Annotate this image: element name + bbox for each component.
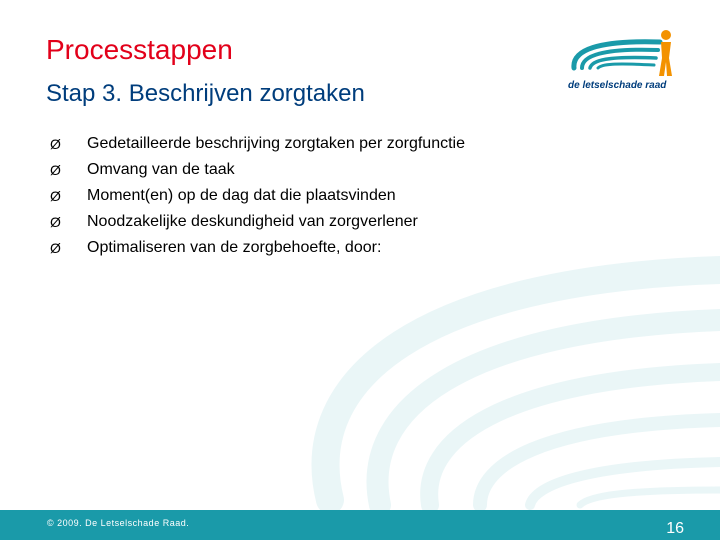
arrow-bullet-icon: Ø	[50, 188, 61, 204]
bullet-text: Noodzakelijke deskundigheid van zorgverlener	[87, 213, 418, 230]
bullet-text: Omvang van de taak	[87, 161, 235, 178]
footer-bar	[0, 510, 720, 540]
logo-text: de letselschade raad	[568, 80, 667, 91]
logo-swirl-icon	[568, 28, 680, 80]
bullet-text: Moment(en) op de dag dat die plaatsvinden	[87, 187, 396, 204]
bullet-text: Gedetailleerde beschrijving zorgtaken per zorgfunctie	[87, 135, 465, 152]
bullet-text: Optimaliseren van de zorgbehoefte, door:	[87, 239, 382, 256]
arrow-bullet-icon: Ø	[50, 214, 61, 230]
page-number: 16	[666, 520, 684, 537]
arrow-bullet-icon: Ø	[50, 162, 61, 178]
slide-subtitle: Stap 3. Beschrijven zorgtaken	[46, 80, 365, 107]
arrow-bullet-icon: Ø	[50, 240, 61, 256]
arrow-bullet-icon: Ø	[50, 136, 61, 152]
letselschade-raad-logo	[568, 28, 680, 98]
slide-title: Processtappen	[46, 34, 233, 65]
copyright-text: © 2009. De Letselschade Raad.	[47, 518, 190, 528]
